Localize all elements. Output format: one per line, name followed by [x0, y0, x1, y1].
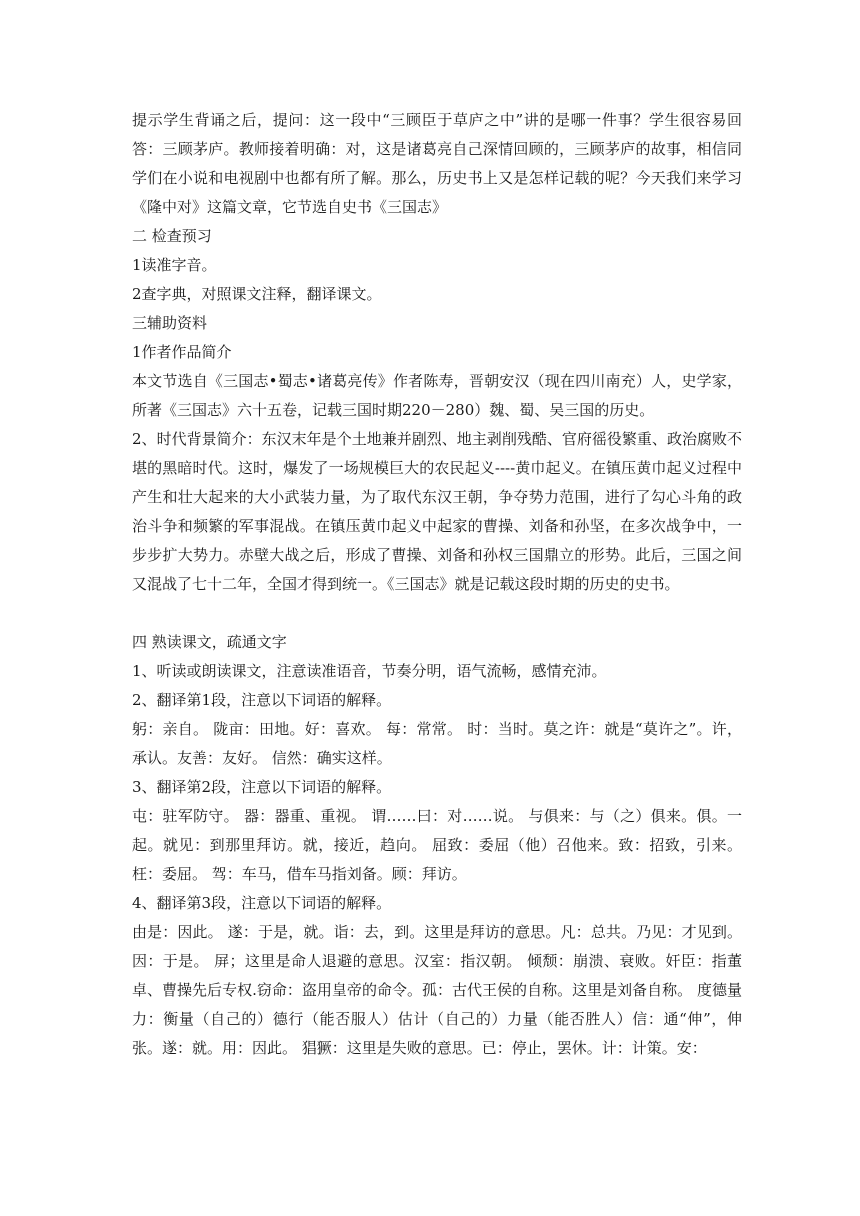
section-heading-supplementary: 三辅助资料 [132, 314, 208, 332]
list-item: 3、翻译第2段，注意以下词语的解释。 [132, 778, 392, 796]
vocab-paragraph: 躬：亲自。 陇亩：田地。好：喜欢。 每：常常。 时：当时。莫之许：就是“莫许之”。许，承认。友善：友好。 信然：确实这样。 [132, 720, 742, 767]
section-heading-reading: 四 熟读课文，疏通文字 [132, 633, 287, 651]
document-page [132, 106, 742, 1063]
list-item: 1、听读或朗读课文，注意读准语音，节奏分明，语气流畅，感情充沛。 [132, 662, 607, 680]
vocab-paragraph: 由是：因此。 遂：于是，就。诣：去，到。这里是拜访的意思。凡：总共。乃见：才见到。因：于是。 屏；这里是命人退避的意思。汉室：指汉朝。 倾颓：崩溃、衰败。奸臣：指董卓、曹操先后专权.窃命：盗用皇帝的命令。孤：古代王侯的自称。这里是刘备自称。 度德量力：衡量（自己的）德行（能否服人）估计（自己的）力量（能否胜人）信：通“伸”，伸张。遂：就。用：因此。 猖獗：这里是失败的意思。已：停止，罢休。计：计策。安： [132, 923, 742, 1057]
list-item: 1读准字音。 [132, 256, 217, 274]
blank-line [132, 599, 742, 628]
list-item: 4、翻译第3段，注意以下词语的解释。 [132, 894, 392, 912]
list-item: 2、翻译第1段，注意以下词语的解释。 [132, 691, 392, 709]
intro-paragraph: 提示学生背诵之后，提问：这一段中“三顾臣于草庐之中”讲的是哪一件事？学生很容易回答：三顾茅庐。教师接着明确：对，这是诸葛亮自己深情回顾的，三顾茅庐的故事，相信同学们在小说和电视剧中也都有所了解。那么，历史书上又是怎样记载的呢？今天我们来学习《隆中对》这篇文章，它节选自史书《三国志》 [132, 111, 742, 216]
list-item: 2查字典，对照课文注释，翻译课文。 [132, 285, 382, 303]
subheading-author-intro: 1作者作品简介 [132, 343, 232, 361]
background-paragraph: 2、时代背景简介：东汉末年是个土地兼并剧烈、地主剥削残酷、官府徭役繁重、政治腐败不堪的黑暗时代。这时，爆发了一场规模巨大的农民起义----黄巾起义。在镇压黄巾起义过程中产生和壮大起来的大小武装力量，为了取代东汉王朝，争夺势力范围，进行了勾心斗角的政治斗争和频繁的军事混战。在镇压黄巾起义中起家的曹操、刘备和孙坚，在多次战争中，一步步扩大势力。赤壁大战之后，形成了曹操、刘备和孙权三国鼎立的形势。此后，三国之间又混战了七十二年，全国才得到统一。《三国志》就是记载这段时期的历史的史书。 [132, 430, 742, 593]
vocab-paragraph: 屯：驻军防守。 器：器重、重视。 谓……曰：对……说。 与俱来：与（之）俱来。俱。一起。就见：到那里拜访。就，接近，趋向。 屈致：委屈（他）召他来。致：招致，引来。枉：委屈。 驾：车马，借车马指刘备。顾：拜访。 [132, 807, 742, 883]
section-heading-preview-check: 二 检查预习 [132, 227, 212, 245]
author-paragraph: 本文节选自《三国志•蜀志•诸葛亮传》作者陈寿，晋朝安汉（现在四川南充）人，史学家，所著《三国志》六十五卷，记载三国时期220－280）魏、蜀、吴三国的历史。 [132, 372, 742, 419]
